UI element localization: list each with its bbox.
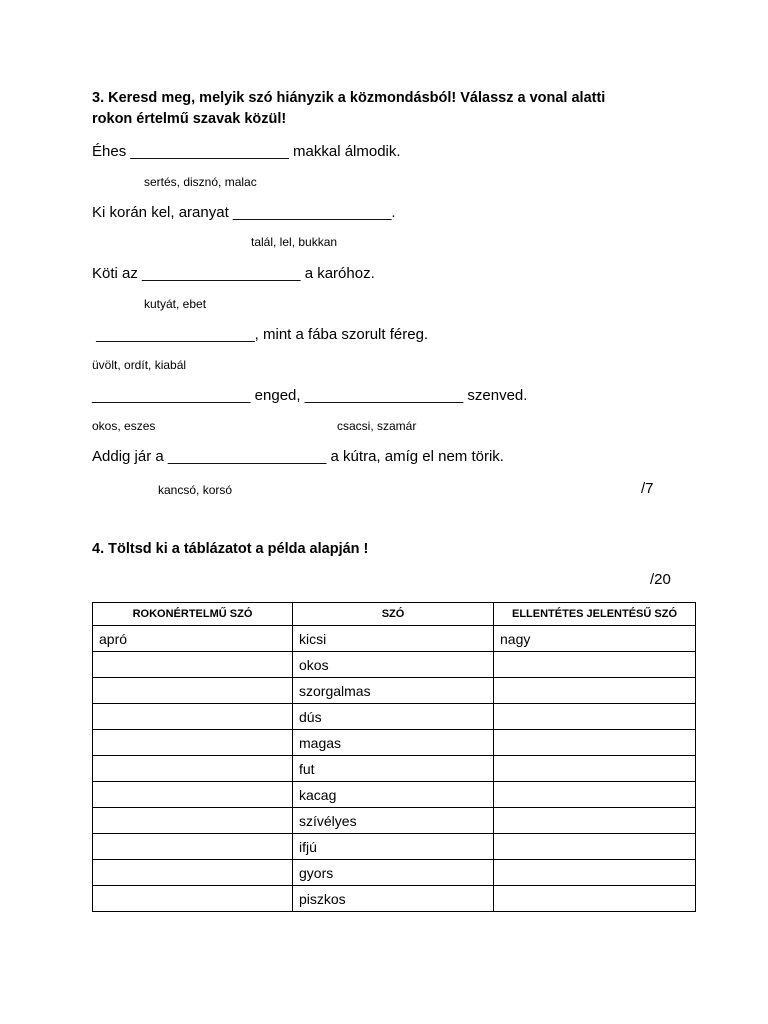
word-cell: gyors bbox=[293, 860, 494, 886]
table-row bbox=[93, 808, 696, 834]
word-cell: szorgalmas bbox=[293, 678, 494, 704]
word-cell: okos bbox=[293, 652, 494, 678]
antonym-cell[interactable] bbox=[494, 704, 696, 730]
word-cell: magas bbox=[293, 730, 494, 756]
synonym-antonym-table bbox=[92, 602, 696, 912]
task3-title-line2: rokon értelmű szavak közül! bbox=[92, 111, 287, 127]
proverb-options-5b: csacsi, szamár bbox=[337, 419, 417, 433]
proverb-line-4: ___________________, mint a fába szorult féreg. bbox=[92, 326, 429, 343]
antonym-cell[interactable] bbox=[494, 756, 696, 782]
word-cell: dús bbox=[293, 704, 494, 730]
word-cell: kicsi bbox=[293, 626, 494, 652]
synonym-cell[interactable] bbox=[93, 704, 293, 730]
antonym-cell[interactable] bbox=[494, 652, 696, 678]
header-synonym: ROKONÉRTELMŰ SZÓ bbox=[93, 603, 293, 626]
synonym-cell[interactable] bbox=[93, 808, 293, 834]
table-row bbox=[93, 652, 696, 678]
task4-score: /20 bbox=[650, 571, 671, 588]
word-cell: piszkos bbox=[293, 886, 494, 912]
header-antonym: ELLENTÉTES JELENTÉSŰ SZÓ bbox=[494, 603, 696, 626]
synonym-cell[interactable] bbox=[93, 886, 293, 912]
table-row bbox=[93, 886, 696, 912]
proverb-options-6: kancsó, korsó bbox=[158, 483, 233, 497]
task3-score: /7 bbox=[641, 480, 654, 497]
proverb-options-4: üvölt, ordít, kiabál bbox=[92, 358, 187, 372]
proverb-options-3: kutyát, ebet bbox=[144, 297, 207, 311]
synonym-cell[interactable] bbox=[93, 782, 293, 808]
table-row bbox=[93, 860, 696, 886]
antonym-cell[interactable] bbox=[494, 730, 696, 756]
synonym-cell[interactable] bbox=[93, 756, 293, 782]
task4-title: 4. Töltsd ki a táblázatot a példa alapján ! bbox=[92, 541, 369, 557]
table-row bbox=[93, 756, 696, 782]
proverb-line-5: ___________________ enged, ___________________ szenved. bbox=[92, 387, 528, 404]
table-header-row bbox=[93, 603, 696, 626]
proverb-options-5a: okos, eszes bbox=[92, 419, 156, 433]
table-row bbox=[93, 678, 696, 704]
proverb-line-3: Köti az ___________________ a karóhoz. bbox=[92, 265, 375, 282]
antonym-cell[interactable] bbox=[494, 886, 696, 912]
synonym-cell[interactable] bbox=[93, 652, 293, 678]
antonym-cell[interactable] bbox=[494, 860, 696, 886]
header-word: SZÓ bbox=[293, 603, 494, 626]
synonym-cell[interactable] bbox=[93, 834, 293, 860]
word-cell: kacag bbox=[293, 782, 494, 808]
synonym-cell[interactable] bbox=[93, 730, 293, 756]
table-row bbox=[93, 782, 696, 808]
table-row bbox=[93, 834, 696, 860]
synonym-cell[interactable] bbox=[93, 860, 293, 886]
proverb-line-2: Ki korán kel, aranyat ___________________. bbox=[92, 204, 396, 221]
antonym-cell: nagy bbox=[494, 626, 696, 652]
table-row bbox=[93, 626, 696, 652]
proverb-line-1: Éhes ___________________ makkal álmodik. bbox=[92, 143, 401, 160]
task3-title-line1: 3. Keresd meg, melyik szó hiányzik a közmondásból! Válassz a vonal alatti bbox=[92, 90, 606, 106]
synonym-cell[interactable] bbox=[93, 678, 293, 704]
table-row bbox=[93, 730, 696, 756]
antonym-cell[interactable] bbox=[494, 678, 696, 704]
word-cell: ifjú bbox=[293, 834, 494, 860]
antonym-cell[interactable] bbox=[494, 834, 696, 860]
word-cell: szívélyes bbox=[293, 808, 494, 834]
table-row bbox=[93, 704, 696, 730]
proverb-options-2: talál, lel, bukkan bbox=[251, 235, 338, 249]
antonym-cell[interactable] bbox=[494, 782, 696, 808]
synonym-cell: apró bbox=[93, 626, 293, 652]
antonym-cell[interactable] bbox=[494, 808, 696, 834]
word-cell: fut bbox=[293, 756, 494, 782]
proverb-options-1: sertés, disznó, malac bbox=[144, 175, 257, 189]
proverb-line-6: Addig jár a ___________________ a kútra, amíg el nem törik. bbox=[92, 448, 504, 465]
